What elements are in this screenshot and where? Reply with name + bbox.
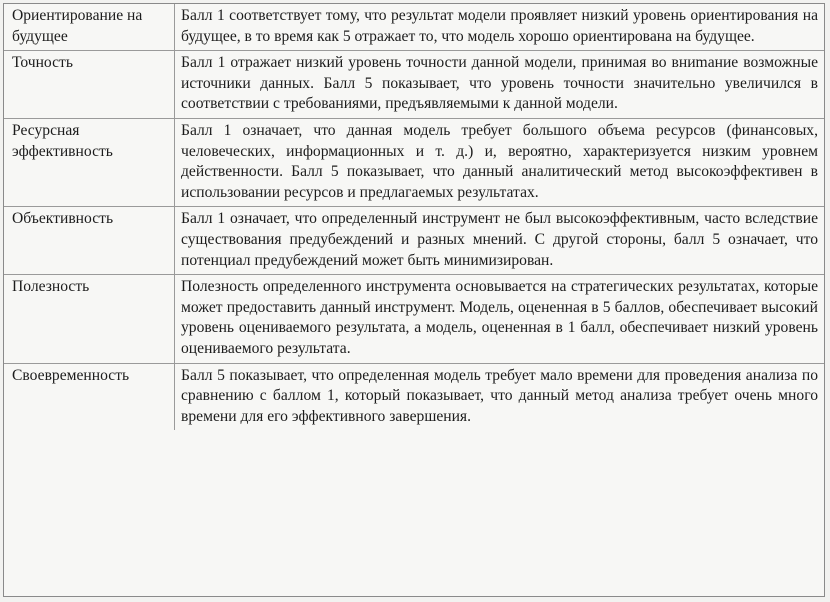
criterion-term: Ресурсная эффективность xyxy=(4,118,175,206)
table-row xyxy=(4,4,824,51)
criterion-term: Своевременность xyxy=(12,366,130,384)
criterion-term: Ориентирование на будущее xyxy=(4,4,175,51)
criterion-description: Балл 1 означает, что данная модель требует большого объема ресурсов (финансовых, человеческих, информационных и т. д.) и, вероятно, характеризуется низким уровнем действенности. Балл 5 показывает, что данный аналитический метод высокоэффективен в использовании ресурсов и предлагаемых результатах. xyxy=(175,118,825,206)
criterion-description: Балл 1 соответствует тому, что результат модели проявляет низкий уровень ориентирования на будущее, в то время как 5 отражает то, что модель хорошо ориентирована на будущее. xyxy=(175,4,825,51)
criterion-term: Полезность xyxy=(4,275,175,363)
table-row xyxy=(4,363,824,430)
criterion-term: Точность xyxy=(4,51,175,119)
criterion-description: Балл 1 отражает низкий уровень точности данной модели, принимая во вниmание возможные источники данных. Балл 5 показывает, что уровень точности значительно увеличился в соответствии с требованиями, предъявляемыми к данной модели. xyxy=(175,51,825,119)
criterion-term: Объективность xyxy=(4,207,175,275)
table-row xyxy=(4,275,824,363)
document-page xyxy=(3,3,825,597)
criteria-table xyxy=(4,4,824,430)
criterion-description: Балл 1 означает, что определенный инструмент не был высокоэффективным, часто вследствие существования предубеждений и разных мнений. С другой стороны, балл 5 означает, что потенциал предубеждений может быть минимизирован. xyxy=(175,207,825,275)
criterion-description: Балл 5 показывает, что определенная модель требует мало времени для проведения анализа по сравнению с баллом 1, который показывает, что данный метод анализа требует очень много времени для его эффективного завершения. xyxy=(175,363,825,430)
table-row xyxy=(4,118,824,206)
criterion-description: Полезность определенного инструмента основывается на стратегических результатах, которые может предоставить данный инструмент. Модель, оцененная в 5 баллов, обеспечивает высокий уровень оцениваемого результата, а модель, оцененная в 1 балл, обеспечивает низкий уровень оцениваемого результата. xyxy=(175,275,825,363)
table-row xyxy=(4,207,824,275)
table-row xyxy=(4,51,824,119)
